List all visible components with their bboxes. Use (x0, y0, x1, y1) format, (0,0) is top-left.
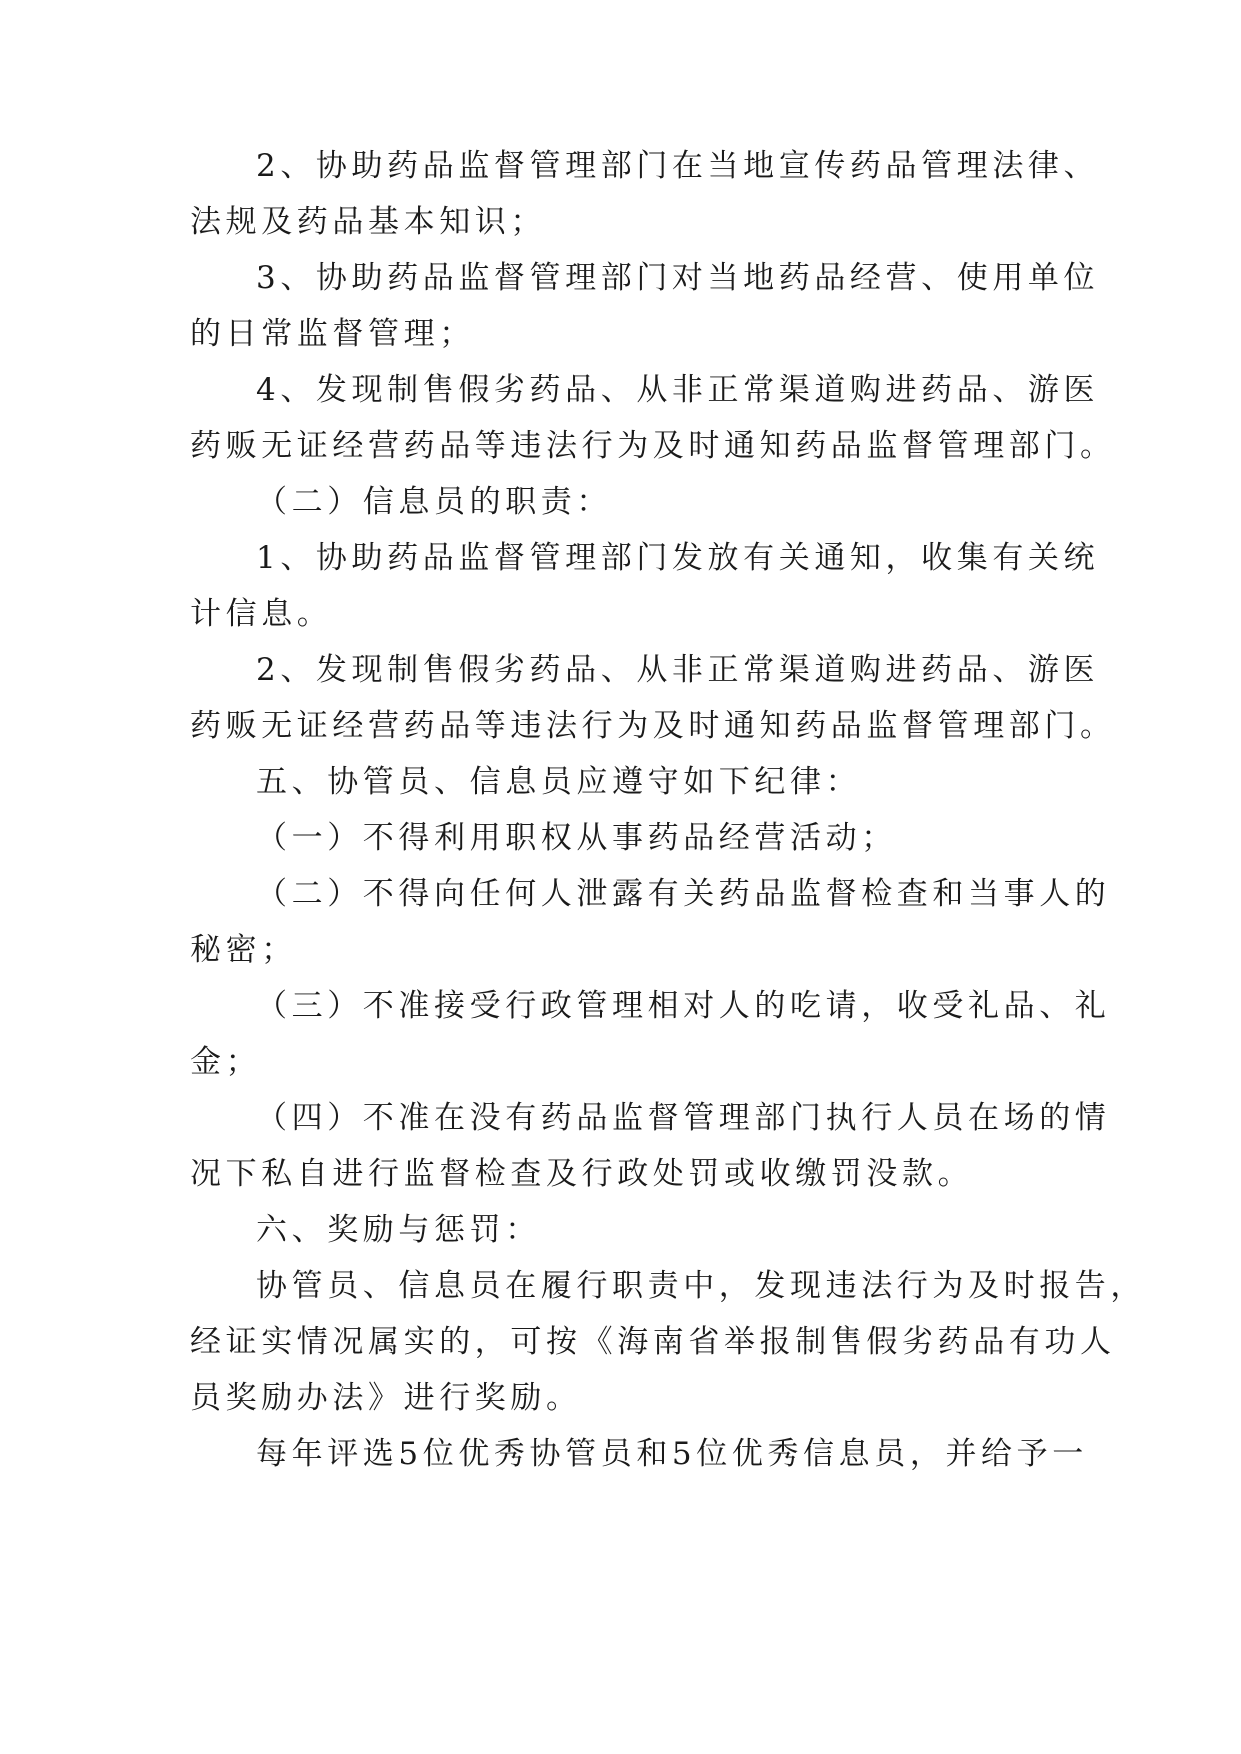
paragraph-line: 员奖励办法》进行奖励。 (190, 1380, 582, 1416)
paragraph-line: 法规及药品基本知识； (190, 204, 546, 240)
paragraph-line: 2、协助药品监督管理部门在当地宣传药品管理法律、 (256, 148, 1100, 184)
paragraph-line: （二）不得向任何人泄露有关药品监督检查和当事人的 (256, 876, 1111, 912)
paragraph-line: 协管员、信息员在履行职责中，发现违法行为及时报告， (256, 1268, 1146, 1304)
paragraph-line: 1、协助药品监督管理部门发放有关通知，收集有关统 (256, 540, 1100, 576)
paragraph-line: （一）不得利用职权从事药品经营活动； (256, 820, 897, 856)
paragraph-line: 况下私自进行监督检查及行政处罚或收缴罚没款。 (190, 1156, 974, 1192)
paragraph-line: 3、协助药品监督管理部门对当地药品经营、使用单位 (256, 260, 1100, 296)
paragraph-line: 每年评选5位优秀协管员和5位优秀信息员，并给予一 (256, 1436, 1088, 1472)
paragraph-line: （三）不准接受行政管理相对人的吃请，收受礼品、礼 (256, 988, 1111, 1024)
paragraph-line: 计信息。 (190, 596, 333, 632)
paragraph-line: 金； (190, 1044, 262, 1080)
paragraph-line: 秘密； (190, 932, 297, 968)
section-heading: 五、协管员、信息员应遵守如下纪律： (256, 764, 862, 800)
section-heading: （二）信息员的职责： (256, 484, 612, 520)
paragraph-line: 药贩无证经营药品等违法行为及时通知药品监督管理部门。 (190, 428, 1116, 464)
paragraph-line: 4、发现制售假劣药品、从非正常渠道购进药品、游医 (256, 372, 1100, 408)
paragraph-line: 经证实情况属实的，可按《海南省举报制售假劣药品有功人 (190, 1324, 1116, 1360)
paragraph-line: 的日常监督管理； (190, 316, 475, 352)
paragraph-line: 2、发现制售假劣药品、从非正常渠道购进药品、游医 (256, 652, 1100, 688)
section-heading: 六、奖励与惩罚： (256, 1212, 541, 1248)
paragraph-line: 药贩无证经营药品等违法行为及时通知药品监督管理部门。 (190, 708, 1116, 744)
paragraph-line: （四）不准在没有药品监督管理部门执行人员在场的情 (256, 1100, 1111, 1136)
